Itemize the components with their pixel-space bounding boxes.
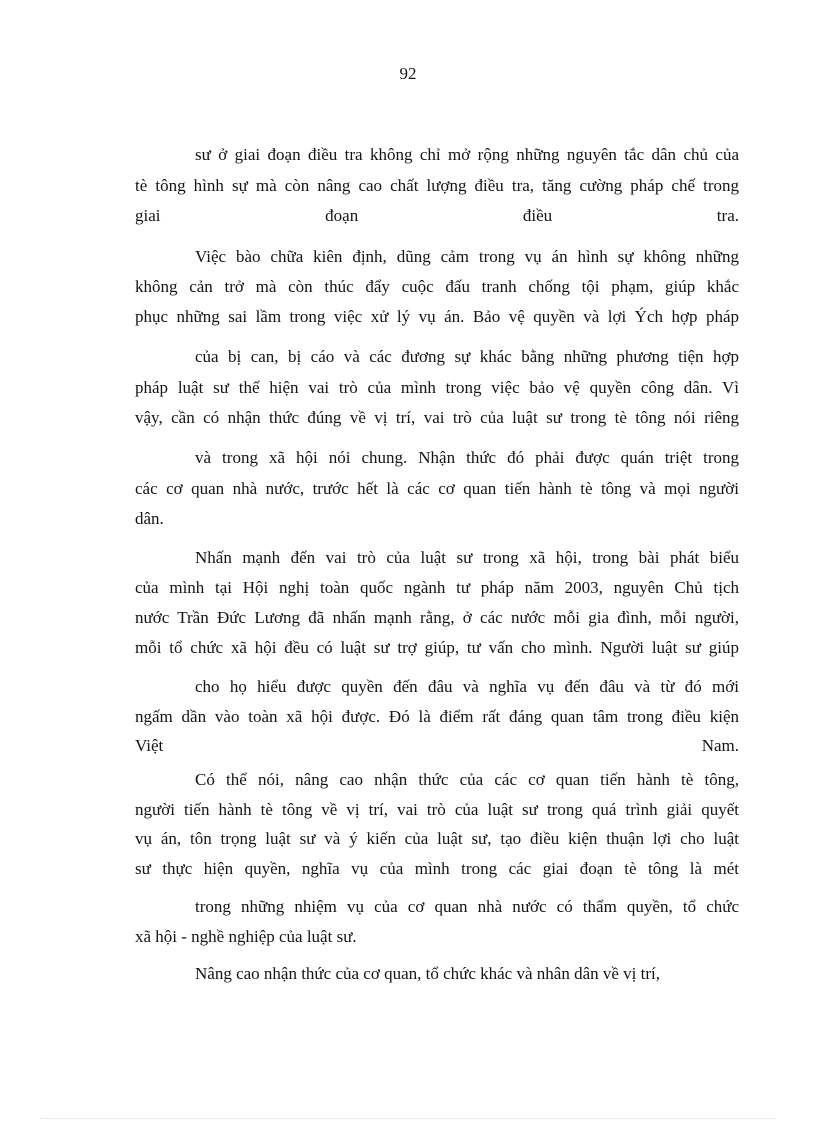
text-line: nước Trần Đức Lương đã nhấn mạnh rằng, ở các nước mỗi gia đình, mỗi người, [135, 608, 739, 627]
text-line: ngấm dần vào toàn xã hội được. Đó là điểm rất đáng quan tâm trong điều kiện [135, 707, 739, 726]
text-line: của bị can, bị cáo và các đương sự khác bằng những phương tiện hợp [195, 347, 739, 366]
text-line: Việc bào chữa kiên định, dũng cảm trong vụ án hình sự không những [195, 247, 739, 266]
text-line: các cơ quan nhà nước, trước hết là các cơ quan tiến hành tè tông và mọi người [135, 479, 739, 498]
text-line: Việt Nam. [135, 736, 739, 755]
text-line: cho họ hiểu được quyền đến đâu và nghĩa vụ đến đâu và từ đó mới [195, 677, 739, 696]
text-line: Có thể nói, nâng cao nhận thức của các cơ quan tiến hành tè tông, [195, 770, 739, 789]
text-line: giai đoạn điều tra. [135, 206, 739, 225]
text-line: vậy, cần có nhận thức đúng về vị trí, vai trò của luật sư trong tè tông nói riêng [135, 408, 739, 427]
text-line: trong những nhiệm vụ của cơ quan nhà nước có thẩm quyền, tổ chức [195, 897, 739, 916]
text-line: sư ở giai đoạn điều tra không chỉ mở rộng những nguyên tắc dân chủ của [195, 145, 739, 164]
text-line: xã hội - nghề nghiệp của luật sư. [135, 927, 357, 946]
text-line: người tiến hành tè tông về vị trí, vai trò của luật sư trong quá trình giải quyết [135, 800, 739, 819]
footer-rule [40, 1118, 776, 1119]
page-number: 92 [399, 64, 417, 83]
text-line: mỗi tổ chức xã hội đều có luật sư trợ giúp, tư vấn cho mình. Người luật sư giúp [135, 638, 739, 657]
text-line: và trong xã hội nói chung. Nhận thức đó phải được quán triệt trong [195, 448, 739, 467]
text-line: sư thực hiện quyền, nghĩa vụ của mình trong các giai đoạn tè tông là mét [135, 859, 739, 878]
text-line: phục những sai lầm trong việc xử lý vụ án. Bảo vệ quyền và lợi Ých hợp pháp [135, 307, 739, 326]
text-line: Nhấn mạnh đến vai trò của luật sư trong xã hội, trong bài phát biểu [195, 548, 739, 567]
text-line: pháp luật sư thể hiện vai trò của mình trong việc bảo vệ quyền công dân. Vì [135, 378, 739, 397]
text-line: không cản trở mà còn thúc đẩy cuộc đấu tranh chống tội phạm, giúp khắc [135, 277, 739, 296]
text-line: Nâng cao nhận thức của cơ quan, tổ chức khác và nhân dân về vị trí, [195, 964, 660, 983]
text-line: vụ án, tôn trọng luật sư và ý kiến của luật sư, tạo điều kiện thuận lợi cho luật [135, 829, 739, 848]
text-line: tè tông hình sự mà còn nâng cao chất lượng điều tra, tăng cường pháp chế trong [135, 176, 739, 195]
text-line: dân. [135, 509, 164, 528]
text-line: của mình tại Hội nghị toàn quốc ngành tư pháp năm 2003, nguyên Chủ tịch [135, 578, 739, 597]
